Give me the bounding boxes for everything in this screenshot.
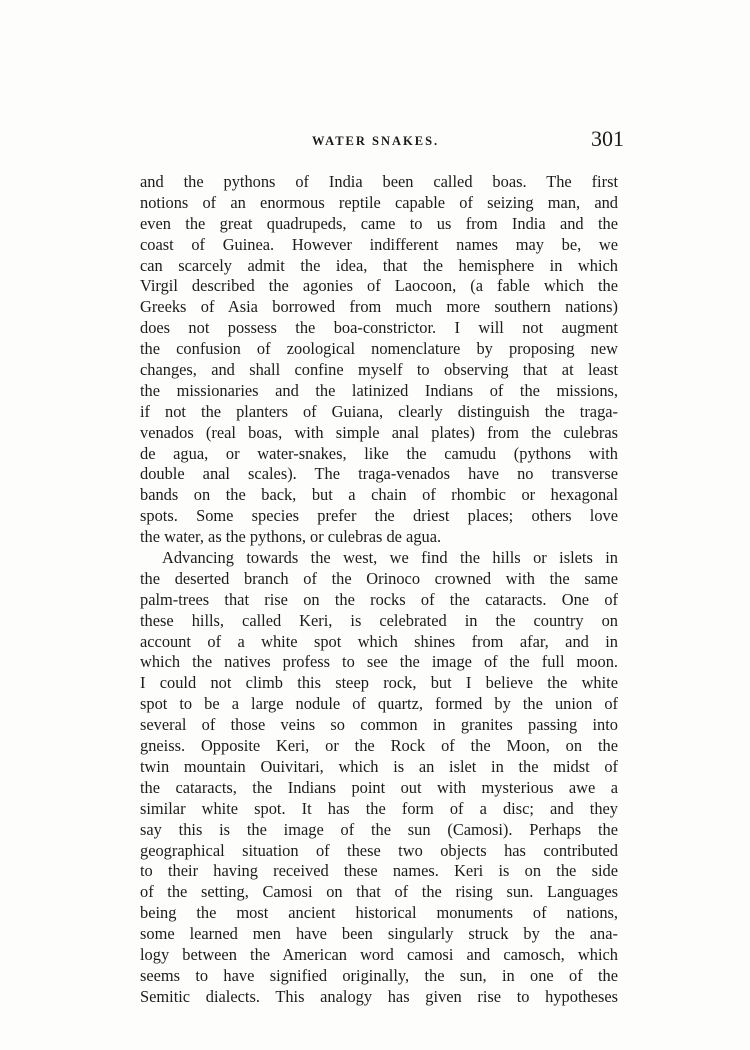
body-text bbox=[140, 172, 618, 1008]
text-line: de agua, or water-snakes, like the camudu (pythons with bbox=[140, 443, 618, 463]
text-line: account of a white spot which shines from afar, and in bbox=[140, 631, 618, 651]
text-line: I could not climb this steep rock, but I believe the white bbox=[140, 673, 618, 693]
text-line: Greeks of Asia borrowed from much more southern nations) bbox=[140, 297, 618, 317]
text-line: the cataracts, the Indians point out with mysterious awe a bbox=[140, 777, 618, 797]
text-line: twin mountain Ouivitari, which is an islet in the midst of bbox=[140, 756, 618, 776]
text-line: geographical situation of these two objects has contributed bbox=[140, 840, 618, 860]
text-line: of the setting, Camosi on that of the rising sun. Languages bbox=[140, 882, 618, 902]
text-line: palm-trees that rise on the rocks of the cataracts. One of bbox=[140, 589, 618, 609]
paragraph-start-line: Advancing towards the west, we find the hills or islets in bbox=[162, 548, 618, 568]
text-line: which the natives profess to see the image of the full moon. bbox=[140, 652, 618, 672]
text-line: double anal scales). The traga-venados have no transverse bbox=[140, 464, 618, 484]
text-line: the missionaries and the latinized Indians of the missions, bbox=[140, 380, 618, 400]
text-line: being the most ancient historical monuments of nations, bbox=[140, 903, 618, 923]
text-line: even the great quadrupeds, came to us from India and the bbox=[140, 213, 618, 233]
text-line: and the pythons of India been called boas. The first bbox=[140, 172, 618, 191]
text-line: these hills, called Keri, is celebrated in the country on bbox=[140, 610, 618, 630]
text-line: several of those veins so common in granites passing into bbox=[140, 715, 618, 735]
page-number: 301 bbox=[591, 126, 624, 151]
text-line: coast of Guinea. However indifferent names may be, we bbox=[140, 234, 618, 254]
text-line: if not the planters of Guiana, clearly distinguish the traga- bbox=[140, 401, 618, 421]
text-line: say this is the image of the sun (Camosi). Perhaps the bbox=[140, 819, 618, 839]
running-head: WATER SNAKES. bbox=[312, 134, 440, 148]
text-line: notions of an enormous reptile capable of seizing man, and bbox=[140, 192, 618, 212]
text-line: bands on the back, but a chain of rhombic or hexagonal bbox=[140, 485, 618, 505]
text-line: does not possess the boa-constrictor. I will not augment bbox=[140, 318, 618, 338]
text-line: logy between the American word camosi and camosch, which bbox=[140, 944, 618, 964]
text-line: the deserted branch of the Orinoco crowned with the same bbox=[140, 568, 618, 588]
text-line: changes, and shall confine myself to observing that at least bbox=[140, 360, 618, 380]
text-line: spots. Some species prefer the driest places; others love bbox=[140, 506, 618, 526]
text-line: the confusion of zoological nomenclature by proposing new bbox=[140, 339, 618, 359]
text-line: seems to have signified originally, the sun, in one of the bbox=[140, 965, 618, 985]
text-line: venados (real boas, with simple anal plates) from the culebras bbox=[140, 422, 618, 442]
text-line: Virgil described the agonies of Laocoon, (a fable which the bbox=[140, 276, 618, 296]
text-line: to their having received these names. Keri is on the side bbox=[140, 861, 618, 881]
text-line: some learned men have been singularly struck by the ana- bbox=[140, 924, 618, 944]
paragraph-end-line: the water, as the pythons, or culebras de agua. bbox=[140, 527, 442, 547]
text-line: similar white spot. It has the form of a disc; and they bbox=[140, 798, 618, 818]
text-line: spot to be a large nodule of quartz, formed by the union of bbox=[140, 694, 618, 714]
text-line: gneiss. Opposite Keri, or the Rock of the Moon, on the bbox=[140, 736, 618, 756]
text-line: Semitic dialects. This analogy has given rise to hypotheses bbox=[140, 986, 618, 1006]
text-line: can scarcely admit the idea, that the hemisphere in which bbox=[140, 255, 618, 275]
